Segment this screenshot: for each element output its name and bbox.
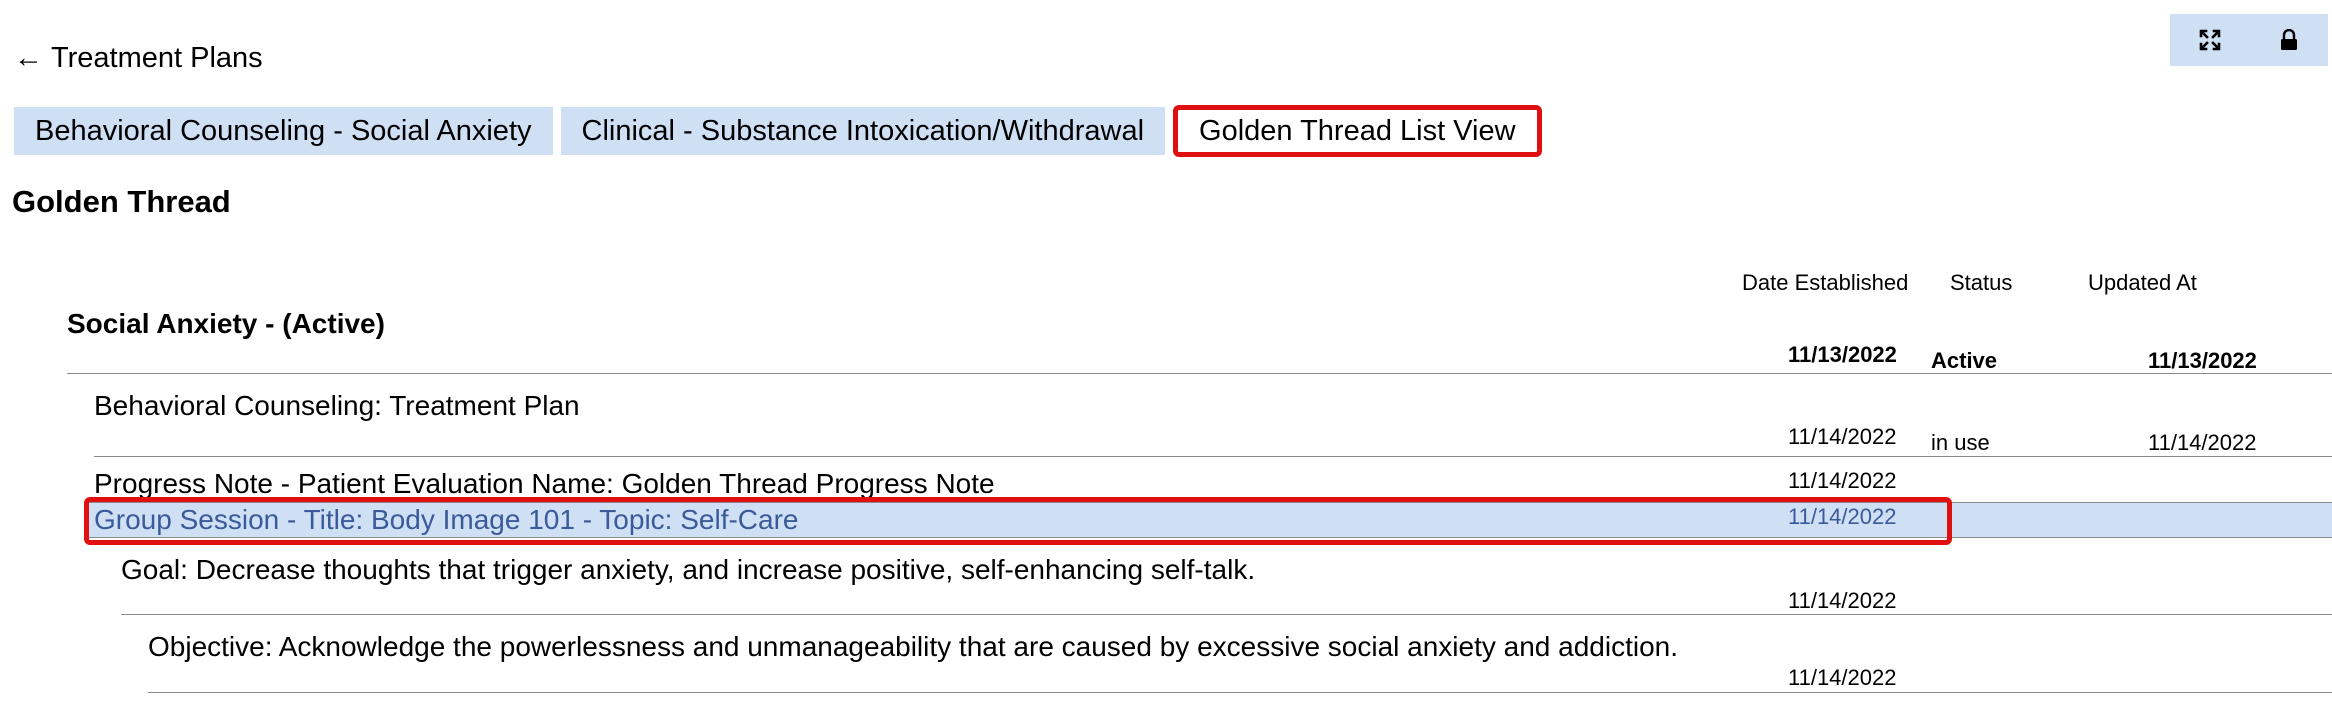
treatment-plan-status: in use <box>1931 430 1990 455</box>
tab-golden-thread-list-view[interactable]: Golden Thread List View <box>1173 105 1542 157</box>
problem-date-established: 11/13/2022 <box>1788 342 1897 367</box>
tab-behavioral-counseling[interactable]: Behavioral Counseling - Social Anxiety <box>14 107 553 155</box>
list-item-treatment-plan[interactable]: Behavioral Counseling: Treatment Plan <box>94 390 580 421</box>
group-session-date: 11/14/2022 <box>1788 504 1897 529</box>
problem-updated-at: 11/13/2022 <box>2148 348 2257 373</box>
window-controls <box>2170 14 2328 66</box>
back-to-treatment-plans-link[interactable] <box>14 42 263 75</box>
list-item-goal[interactable]: Goal: Decrease thoughts that trigger anxiety, and increase positive, self-enhancing self-talk. <box>121 554 1256 585</box>
tab-clinical-substance[interactable]: Clinical - Substance Intoxication/Withdrawal <box>561 107 1166 155</box>
plan-tabs <box>14 107 1542 157</box>
list-item-objective[interactable]: Objective: Acknowledge the powerlessness and unmanageability that are caused by excessive social anxiety and addiction. <box>148 631 1679 662</box>
objective-date: 11/14/2022 <box>1788 665 1897 690</box>
row-divider <box>67 373 2332 374</box>
problem-status: Active <box>1931 348 1998 373</box>
back-link-label: Treatment Plans <box>51 42 263 74</box>
list-item-group-session[interactable]: Group Session - Title: Body Image 101 - Topic: Self-Care <box>94 504 799 535</box>
goal-date: 11/14/2022 <box>1788 588 1897 613</box>
column-header-updated-at: Updated At <box>2088 270 2197 295</box>
list-item-progress-note[interactable]: Progress Note - Patient Evaluation Name: Golden Thread Progress Note <box>94 468 995 499</box>
treatment-plan-date: 11/14/2022 <box>1788 424 1897 449</box>
problem-title[interactable]: Social Anxiety - (Active) <box>67 308 385 339</box>
row-divider <box>148 692 2332 693</box>
treatment-plan-updated-at: 11/14/2022 <box>2148 430 2257 455</box>
progress-note-date: 11/14/2022 <box>1788 468 1897 493</box>
column-header-date-established: Date Established <box>1742 270 1909 295</box>
column-header-status: Status <box>1950 270 2013 295</box>
arrow-left-icon: ← <box>14 42 43 74</box>
row-divider <box>121 614 2332 615</box>
expand-icon[interactable] <box>2170 14 2249 66</box>
lock-icon[interactable] <box>2249 14 2328 66</box>
page-title: Golden Thread <box>12 184 231 219</box>
row-divider <box>94 456 2332 457</box>
